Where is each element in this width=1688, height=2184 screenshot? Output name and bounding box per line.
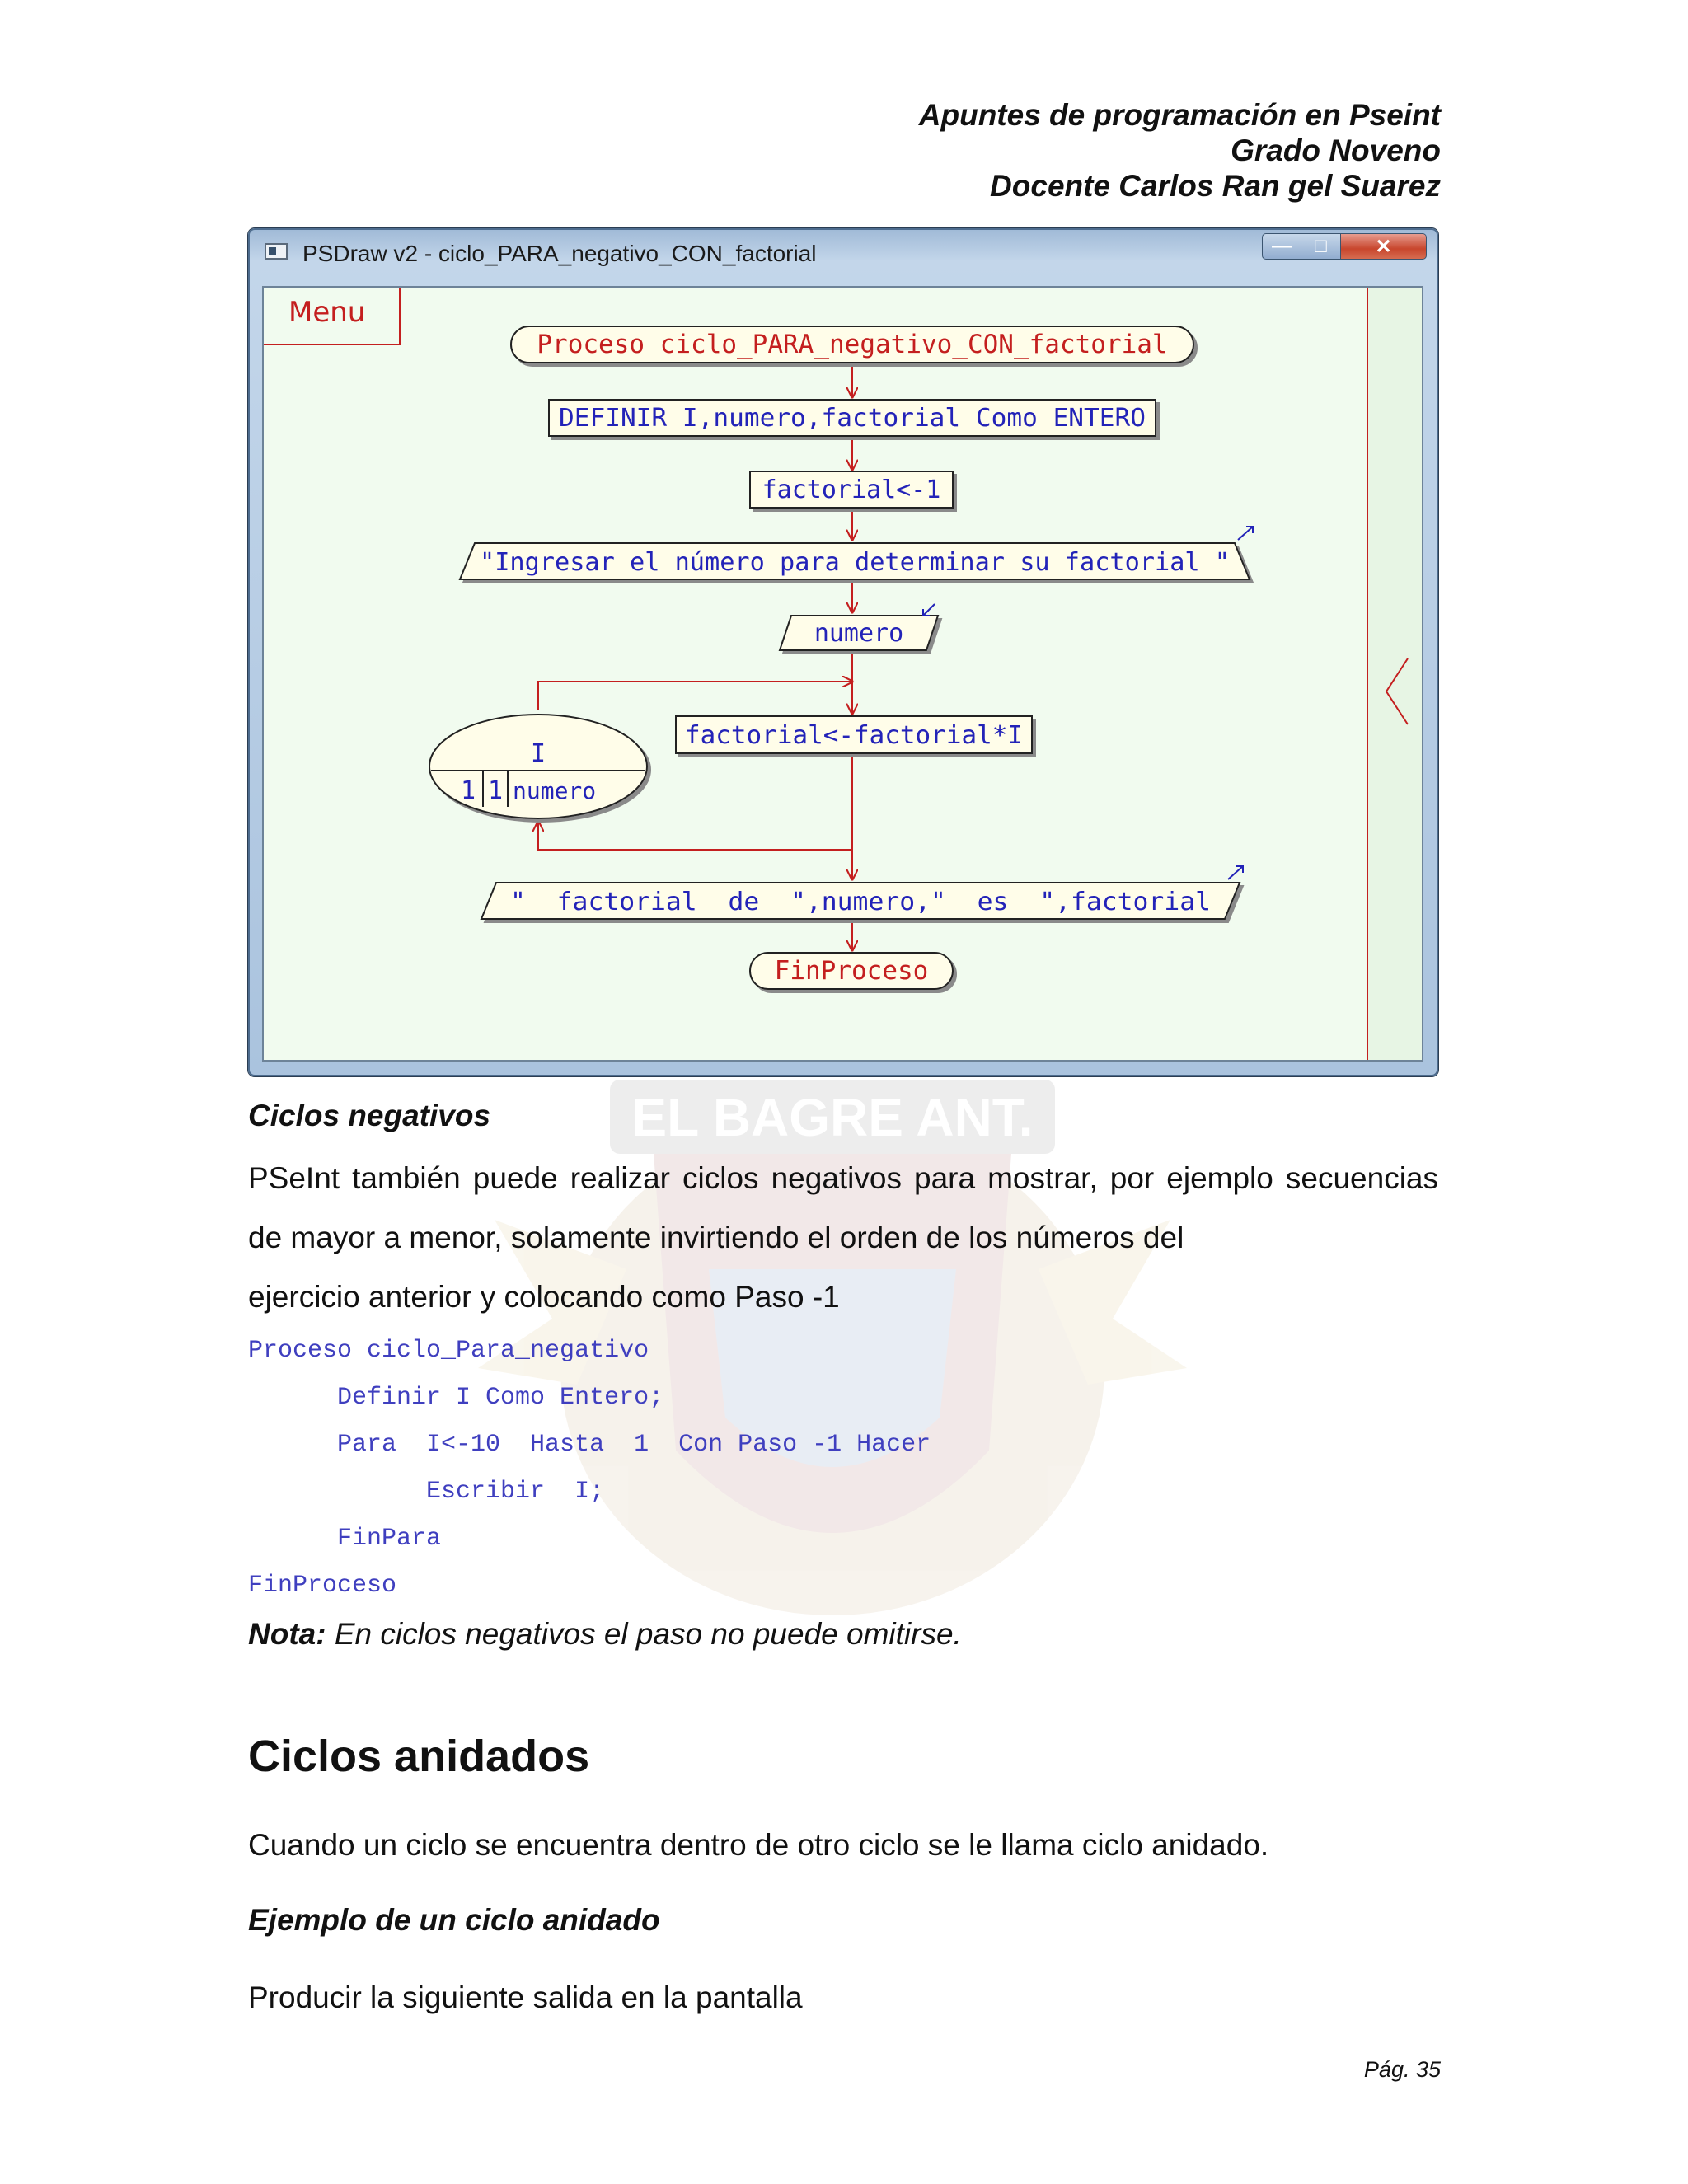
- page-number: Pág. 35: [1363, 2057, 1441, 2082]
- code-line: Escribir I;: [248, 1478, 605, 1506]
- subheading-ejemplo: Ejemplo de un ciclo anidado: [248, 1903, 660, 1937]
- start-terminal[interactable]: [511, 326, 1193, 363]
- end-terminal[interactable]: [750, 953, 953, 989]
- header-teacher: Docente Carlos Ran gel Suarez: [990, 169, 1441, 203]
- output-result-label: " factorial de ",numero," es ",factorial: [510, 888, 1211, 916]
- section-heading-ciclos-anidados: Ciclos anidados: [248, 1732, 590, 1781]
- code-line: Para I<-10 Hasta 1 Con Paso -1 Hacer: [248, 1431, 931, 1459]
- loop-variable: I: [530, 739, 546, 768]
- loop-body-block[interactable]: [676, 716, 1032, 753]
- output-result-arrow-icon: [1228, 866, 1243, 879]
- note: [248, 1617, 962, 1652]
- ejemplo-instruction: Producir la siguiente salida en la pantalla: [248, 1980, 803, 2014]
- code-line: FinPara: [248, 1525, 442, 1553]
- header-course-title: Apuntes de programación en Pseint: [918, 98, 1441, 132]
- window-titlebar[interactable]: [248, 228, 1438, 268]
- code-line: Proceso ciclo_Para_negativo: [248, 1337, 649, 1365]
- flow-connectors: [538, 362, 852, 950]
- note-label: Nota:: [248, 1617, 326, 1651]
- start-terminal-label: Proceso ciclo_PARA_negativo_CON_factorial: [537, 330, 1168, 359]
- output-arrow-icon: [1238, 527, 1253, 540]
- define-block-label: DEFINIR I,numero,factorial Como ENTERO: [559, 404, 1146, 433]
- watermark-text: EL BAGRE ANT.: [631, 1088, 1034, 1147]
- end-terminal-label: FinProceso: [774, 956, 929, 986]
- loop-start: 1: [460, 776, 476, 805]
- loop-step: 1: [487, 776, 504, 805]
- assign-init-label: factorial<-1: [762, 476, 941, 504]
- assign-init-block[interactable]: [750, 471, 953, 508]
- paragraph-line-3: ejercicio anterior y colocando como Paso -1: [248, 1280, 840, 1314]
- app-icon: [265, 243, 288, 260]
- define-block[interactable]: [549, 400, 1156, 436]
- menu-button[interactable]: Menu: [264, 288, 401, 345]
- section-heading-ciclos-negativos: Ciclos negativos: [248, 1099, 491, 1132]
- paragraph-line-2: secuencias de mayor a menor, solamente invirtiendo el orden de los números del: [248, 1161, 1439, 1254]
- output-prompt-label: "Ingresar el número para determinar su factorial ": [480, 548, 1230, 577]
- side-panel: [1368, 288, 1422, 1060]
- header-grade: Grado Noveno: [1231, 134, 1441, 167]
- for-loop-ellipse[interactable]: [429, 715, 647, 818]
- section-paragraph: [248, 1149, 1438, 1327]
- anidados-description: Cuando un ciclo se encuentra dentro de otro ciclo se le llama ciclo anidado.: [248, 1828, 1269, 1862]
- psdraw-window: [248, 228, 1438, 1076]
- loop-end: numero: [513, 777, 597, 804]
- window-title: PSDraw v2 - ciclo_PARA_negativo_CON_factorial: [302, 241, 817, 266]
- code-line: FinProceso: [248, 1572, 397, 1600]
- document-header: [919, 97, 1441, 204]
- flowchart: [264, 288, 1367, 1060]
- close-button[interactable]: ✕: [1341, 233, 1427, 260]
- code-line: Definir I Como Entero;: [248, 1384, 664, 1412]
- output-prompt-block[interactable]: [460, 527, 1253, 579]
- note-text: En ciclos negativos el paso no puede omitirse.: [326, 1617, 962, 1651]
- input-block-label: numero: [814, 619, 904, 648]
- minimize-button[interactable]: —: [1262, 233, 1301, 260]
- input-block[interactable]: [780, 604, 938, 650]
- flowchart-canvas[interactable]: [262, 286, 1423, 1062]
- loop-body-label: factorial<-factorial*I: [685, 721, 1023, 750]
- window-controls: [1262, 233, 1427, 260]
- maximize-button[interactable]: □: [1301, 233, 1341, 260]
- paragraph-line-1: PSeInt también puede realizar ciclos negativos para mostrar, por ejemplo: [248, 1161, 1273, 1195]
- input-arrow-icon: [923, 604, 935, 616]
- output-result-block[interactable]: [481, 866, 1243, 919]
- expand-panel-icon[interactable]: [1378, 650, 1419, 733]
